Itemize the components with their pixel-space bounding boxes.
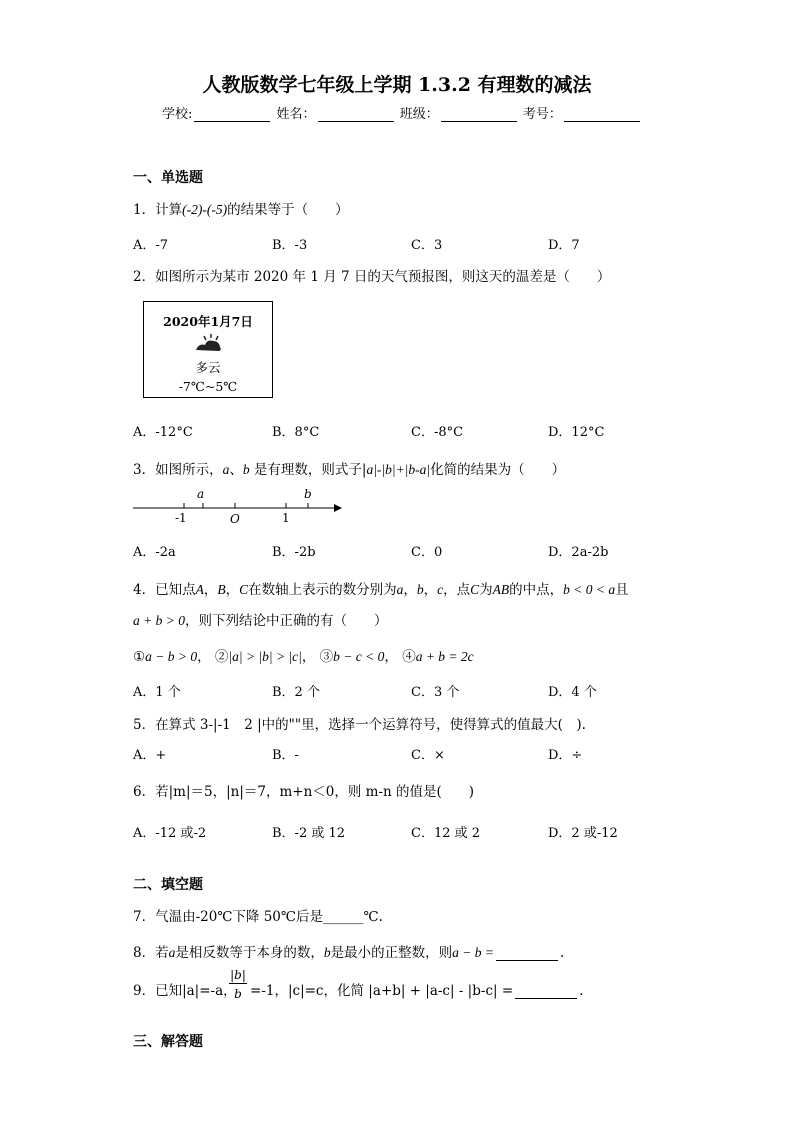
school-label: 学校: (162, 107, 193, 122)
student-info-line (162, 103, 642, 122)
q5-option-d[interactable]: D．÷ (548, 748, 583, 763)
q5-option-a[interactable]: A．+ (133, 748, 167, 763)
q2-option-a[interactable]: A．-12°C (133, 425, 193, 440)
q4-option-a[interactable]: A．1 个 (133, 685, 181, 700)
q4-mid: 在数轴上表示的数分别为 (248, 582, 397, 598)
q5-option-c[interactable]: C．× (411, 748, 445, 763)
q4-var-b: b (416, 582, 424, 597)
q3-option-d[interactable]: D．2a-2b (548, 545, 609, 560)
school-blank[interactable] (194, 108, 270, 122)
q9-answer-blank[interactable] (515, 985, 577, 999)
q1-option-b[interactable]: B．-3 (272, 238, 308, 253)
q4-statement-1-marker: ① (133, 649, 146, 665)
label-minus1: -1 (175, 511, 187, 525)
exam-no-blank[interactable] (564, 108, 640, 122)
question-8 (133, 941, 564, 961)
q4-option-b[interactable]: B．2 个 (272, 685, 320, 700)
question-4-line-2 (133, 609, 387, 629)
page-title: 人教版数学七年级上学期 1.3.2 有理数的减法 (202, 74, 592, 96)
q3-prefix: 3．如图所示， (133, 462, 223, 478)
q4-condition: b < 0 < a (563, 582, 616, 597)
q4-mid2: ，点 (443, 582, 471, 598)
q2-option-d[interactable]: D．12°C (548, 425, 605, 440)
q4-var-c: c (437, 582, 444, 597)
q4-statement-2-marker: ② (214, 649, 229, 665)
q3-option-a[interactable]: A．-2a (133, 545, 176, 560)
label-b: b (304, 487, 312, 501)
q4-point-a: A (195, 582, 204, 597)
q9-end: . (579, 983, 584, 999)
q3-var-b: b (242, 462, 250, 477)
exam-no-label: 考号： (522, 107, 562, 122)
q4-point-c: C (239, 582, 249, 597)
q9-text: =-1，|c|=c，化简 |a+b| + |a-c| - |b-c| = (250, 983, 514, 999)
q3-option-b[interactable]: B．-2b (272, 545, 316, 560)
label-a: a (197, 487, 205, 501)
q9-fraction-numerator: |b| (230, 968, 246, 982)
question-9-prefix: 9．已知|a|=-a， (133, 983, 237, 999)
q4-sep-3: ， (384, 649, 398, 665)
q8-prefix: 8．若 (133, 945, 169, 961)
q8-var-a: a (168, 945, 176, 960)
q6-option-b[interactable]: B．-2 或 12 (272, 826, 346, 841)
q1-option-c[interactable]: C．3 (411, 238, 443, 253)
q8-answer-blank[interactable] (496, 947, 558, 961)
cloudy-icon (144, 333, 272, 356)
q3-suffix: 化简的结果为（ ） (430, 462, 566, 478)
number-line-figure (130, 486, 350, 528)
q4-sep-2: ， (301, 649, 316, 665)
q4-statement-4: a + b = 2c (415, 649, 474, 664)
q3-expression: a|-|b|+|b-a| (366, 462, 431, 477)
q8-var-b: b (323, 945, 331, 960)
q4-statement-4-marker: ④ (402, 649, 416, 665)
question-6: 6．若|m|＝5，|n|＝7，m+n＜0，则 m-n 的值是( ) (133, 784, 475, 800)
q4-point-b: B (217, 582, 226, 597)
name-label: 姓名： (276, 107, 316, 122)
q4-point-c-2: C (470, 582, 480, 597)
question-3 (133, 458, 565, 478)
q4-statements (133, 645, 474, 665)
q8-mid: 是相反数等于本身的数， (175, 945, 324, 961)
q4-var-a: a (396, 582, 404, 597)
weather-temperature: -7℃~5℃ (178, 379, 238, 394)
name-blank[interactable] (318, 108, 394, 122)
q4-mid4: 的中点， (509, 582, 564, 598)
q4-statement-1: a − b > 0 (145, 649, 198, 664)
weather-condition: 多云 (195, 360, 221, 375)
q3-mid: 是有理数，则式子| (249, 462, 367, 478)
q9-fraction-bar (229, 983, 247, 984)
question-7: 7．气温由-20℃下降 50℃后是______℃. (133, 909, 383, 925)
q1-prefix: 计算 (155, 202, 183, 218)
label-one: 1 (282, 511, 290, 525)
q3-var-a: a (222, 462, 230, 477)
q1-expression: (-2)-(-5) (182, 202, 228, 217)
q4-statement-3: b − c < 0 (333, 649, 385, 664)
number-line-arrow-icon (334, 504, 342, 512)
q2-option-b[interactable]: B．8°C (272, 425, 320, 440)
label-origin: O (230, 512, 240, 526)
q4-mid3: 为 (479, 582, 493, 598)
q4-sep-1: ， (197, 649, 211, 665)
q9-fraction-denominator: b (234, 987, 242, 1001)
q4-suffix: ，则下列结论中正确的有（ ） (184, 613, 388, 629)
q1-suffix: 的结果等于（ ） (227, 202, 349, 218)
q6-option-c[interactable]: C．12 或 2 (411, 826, 481, 841)
question-5: 5．在算式 3-|-1 2 |中的""里，选择一个运算符号，使得算式的值最大( ). (133, 717, 586, 733)
q1-option-d[interactable]: D．7 (548, 238, 580, 253)
q6-option-d[interactable]: D．2 或-12 (548, 826, 618, 841)
q1-option-a[interactable]: A．-7 (133, 238, 169, 253)
q4-option-c[interactable]: C．3 个 (411, 685, 460, 700)
section-problem-solving: 三、解答题 (133, 1034, 203, 1050)
weather-forecast-figure (143, 301, 273, 398)
q4-statement-2: |a| > |b| > |c| (228, 649, 302, 664)
q4-statement-3-marker: ③ (319, 649, 334, 665)
q4-option-d[interactable]: D．4 个 (548, 685, 597, 700)
question-9-rest (250, 979, 583, 999)
q1-number: 1． (133, 202, 156, 218)
q4-condition-2: a + b > 0 (133, 613, 185, 628)
q3-option-c[interactable]: C．0 (411, 545, 443, 560)
q2-option-c[interactable]: C．-8°C (411, 425, 464, 440)
class-blank[interactable] (441, 108, 517, 122)
section-single-choice: 一、单选题 (133, 170, 203, 186)
q8-end: . (559, 945, 565, 961)
q5-option-b[interactable]: B．- (272, 748, 299, 763)
q4-prefix: 4．已知点 (133, 582, 196, 598)
q6-option-a[interactable]: A．-12 或-2 (133, 826, 207, 841)
class-label: 班级： (399, 107, 439, 122)
question-4-line-1: 4．已知点A，B，C在数轴上表示的数分别为a，b，c，点C为AB的中点，b < 0 < a且 (133, 582, 629, 598)
weather-date: 2020年1月7日 (163, 314, 253, 329)
question-1 (133, 198, 349, 218)
section-fill-in-blank: 二、填空题 (133, 877, 203, 893)
q8-expression: a − b = (452, 945, 494, 960)
q4-and: 且 (615, 582, 629, 598)
question-2: 2．如图所示为某市 2020 年 1 月 7 日的天气预报图，则这天的温差是（ ） (133, 269, 611, 285)
q4-segment-ab: AB (492, 582, 510, 597)
q8-mid2: 是最小的正整数，则 (330, 945, 453, 961)
q3-sep: 、 (229, 462, 243, 478)
